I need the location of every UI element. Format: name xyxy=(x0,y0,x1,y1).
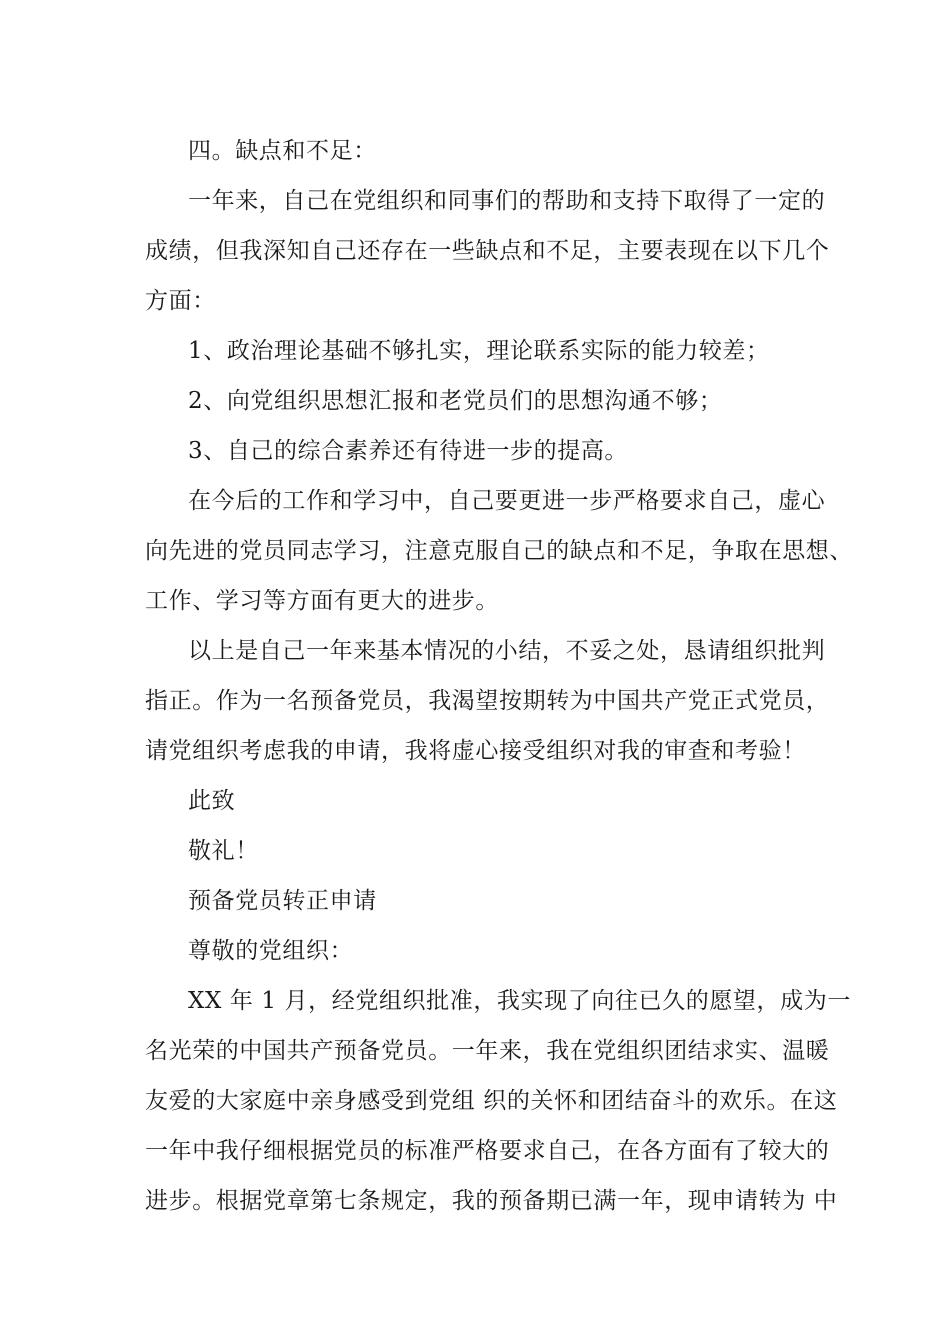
paragraph-line: 以上是自己一年来基本情况的小结，不妥之处，恳请组织批判 xyxy=(188,638,826,664)
section-heading: 四。缺点和不足： xyxy=(188,138,377,164)
paragraph-line: 成绩，但我深知自己还存在一些缺点和不足，主要表现在以下几个 xyxy=(145,238,830,264)
paragraph-line: 指正。作为一名预备党员，我渴望按期转为中国共产党正式党员， xyxy=(145,688,830,714)
paragraph-line: 名光荣的中国共产预备党员。一年来，我在党组织团结求实、温暖 xyxy=(145,1038,830,1064)
document-title: 预备党员转正申请 xyxy=(188,888,377,914)
paragraph-line: 进步。根据党章第七条规定，我的预备期已满一年，现申请转为 中 xyxy=(145,1188,838,1214)
paragraph-line: 一年中我仔细根据党员的标准严格要求自己，在各方面有了较大的 xyxy=(145,1138,830,1164)
closing-regards: 敬礼！ xyxy=(188,838,259,864)
list-item: 2、向党组织思想汇报和老党员们的思想沟通不够； xyxy=(188,388,723,414)
paragraph-line: 在今后的工作和学习中，自己要更进一步严格要求自己，虚心 xyxy=(188,488,826,514)
paragraph-line: 一年来，自己在党组织和同事们的帮助和支持下取得了一定的 xyxy=(188,188,826,214)
paragraph-line: 友爱的大家庭中亲身感受到党组 织的关怀和团结奋斗的欢乐。在这 xyxy=(145,1088,838,1114)
list-item: 1、政治理论基础不够扎实，理论联系实际的能力较差； xyxy=(188,338,770,364)
closing-salutation: 此致 xyxy=(188,788,236,814)
paragraph-line: 请党组织考虑我的申请，我将虚心接受组织对我的审查和考验！ xyxy=(145,738,806,764)
paragraph-line: XX 年 1 月，经党组织批准，我实现了向往已久的愿望，成为一 xyxy=(188,988,851,1014)
paragraph-line: 工作、学习等方面有更大的进步。 xyxy=(145,588,499,614)
list-item: 3、自己的综合素养还有待进一步的提高。 xyxy=(188,438,629,464)
paragraph-line: 方面： xyxy=(145,288,216,314)
greeting: 尊敬的党组织： xyxy=(188,938,354,964)
paragraph-line: 向先进的党员同志学习，注意克服自己的缺点和不足，争取在思想、 xyxy=(145,538,853,564)
